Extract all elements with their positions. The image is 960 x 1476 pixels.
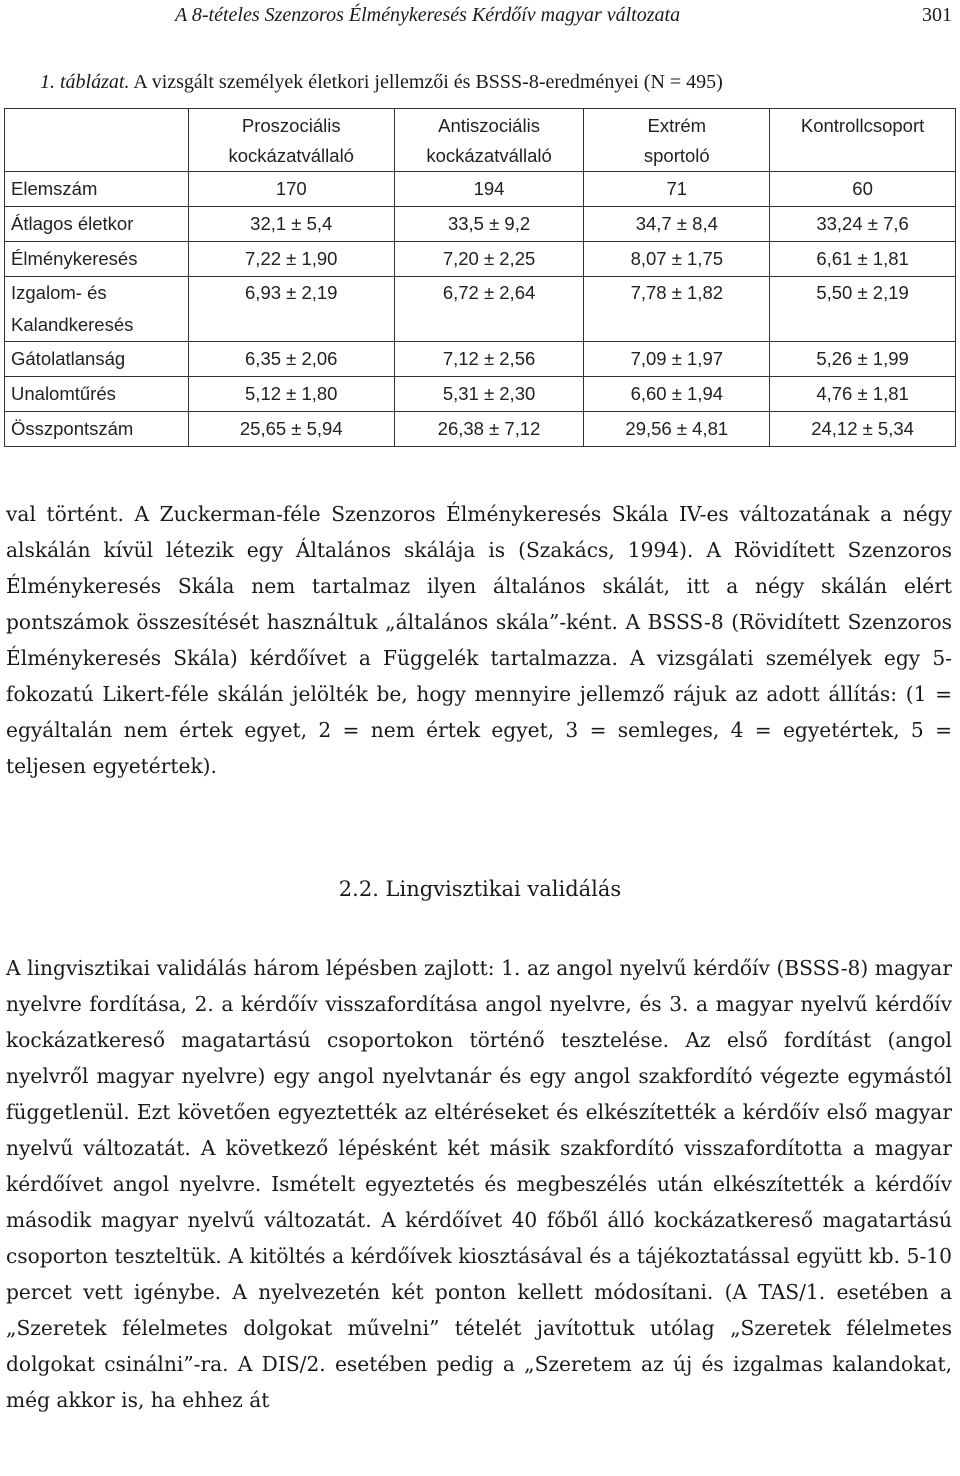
row-label: Unalomtűrés (5, 377, 189, 412)
row-label: Gátolatlanság (5, 342, 189, 377)
table-cell: 6,72 ± 2,64 (394, 277, 584, 342)
table-cell: 7,12 ± 2,56 (394, 342, 584, 377)
table-cell: 6,35 ± 2,06 (188, 342, 394, 377)
table-row (5, 377, 956, 412)
row-label-line: Izgalom- és (11, 282, 107, 303)
table-cell: 7,20 ± 2,25 (394, 242, 584, 277)
table-cell: 29,56 ± 4,81 (584, 412, 770, 447)
table-cell: 170 (188, 172, 394, 207)
table-cell: 194 (394, 172, 584, 207)
table-row (5, 412, 956, 447)
running-head (0, 4, 952, 32)
table-cell: 5,12 ± 1,80 (188, 377, 394, 412)
body-paragraph: A lingvisztikai validálás három lépésben zajlott: 1. az angol nyelvű kérdőív (BSSS-8) magyar nyelvre fordítása, 2. a kérdőív visszafordítása angol nyelvre, és 3. a magyar nyelvű kérdőív kockázatkereső magatartású csoportokon történő tesztelése. Az első fordítást (angol nyelvről magyar nyelvre) egy angol nyelvtanár és egy angol szakfordító végezte egymástól függetlenül. Ezt követően egyeztették az eltéréseket és elkészítették a kérdőív első magyar nyelvű változatát. A következő lépésként két másik szakfordító visszafordította a magyar kérdőívet angol nyelvre. Ismételt egyeztetés és megbeszélés után elkészítették a kérdőív második magyar nyelvű változatát. A kérdőívet 40 főből álló kockázatkereső magatartású csoporton teszteltük. A kitöltés a kérdőívek kiosztásával és a tájékoztatással együtt kb. 5-10 percet vett igénybe. A nyelvezetén két ponton kellett módosítani. (A TAS/1. esetében a „Szeretek félelmetes dolgokat művelni” tételét javítottuk utólag „Szeretek félelmetes dolgokat csinálni”-ra. A DIS/2. esetében pedig a „Szeretem az új és izgalmas kalandokat, még akkor is, ha ehhez át (6, 956, 952, 1412)
column-header-line: Kontrollcsoport (800, 115, 925, 136)
table-cell: 60 (770, 172, 956, 207)
table-cell: 7,78 ± 1,82 (584, 277, 770, 342)
table-cell: 5,26 ± 1,99 (770, 342, 956, 377)
column-header-line: kockázatvállaló (228, 145, 354, 166)
table-cell: 6,61 ± 1,81 (770, 242, 956, 277)
table-cell: 8,07 ± 1,75 (584, 242, 770, 277)
column-header-line: Extrém (647, 115, 707, 136)
table-header-row (5, 109, 956, 172)
column-header (394, 109, 584, 172)
table-cell: 25,65 ± 5,94 (188, 412, 394, 447)
row-label (5, 277, 189, 342)
table-cell: 24,12 ± 5,34 (770, 412, 956, 447)
table-cell: 34,7 ± 8,4 (584, 207, 770, 242)
column-header-line: Antiszociális (438, 115, 540, 136)
header-empty-cell (5, 109, 189, 172)
row-label: Összpontszám (5, 412, 189, 447)
column-header (770, 109, 956, 172)
table-cell: 32,1 ± 5,4 (188, 207, 394, 242)
row-label-line: Kalandkeresés (11, 314, 134, 335)
table-cell: 26,38 ± 7,12 (394, 412, 584, 447)
row-label: Átlagos életkor (5, 207, 189, 242)
table-caption-text: A vizsgált személyek életkori jellemzői és BSSS-8-eredményei (N = 495) (133, 71, 723, 93)
section-heading: 2.2. Lingvisztikai validálás (338, 877, 622, 901)
table-row (5, 277, 956, 342)
results-table (4, 108, 956, 447)
table-cell: 5,50 ± 2,19 (770, 277, 956, 342)
column-header (188, 109, 394, 172)
column-header-line: Proszociális (241, 115, 341, 136)
row-label: Elemszám (5, 172, 189, 207)
body-paragraph: val történt. A Zuckerman-féle Szenzoros Élménykeresés Skála IV-es változatának a négy alskálán kívül létezik egy Általános skálája is (Szakács, 1994). A Rövidített Szenzoros Élménykeresés Skála nem tartalmaz ilyen általános skálát, itt a négy skálán elért pontszámok összesítését használtuk „általános skála”-ként. A BSSS-8 (Rövidített Szenzoros Élménykeresés Skála) kérdőívet a Függelék tartalmazza. A vizsgálati személyek egy 5-fokozatú Likert-féle skálán jelölték be, hogy mennyire jellemző rájuk az adott állítás: (1 = egyáltalán nem értek egyet, 2 = nem értek egyet, 3 = semleges, 4 = egyetértek, 5 = teljesen egyetértek). (6, 502, 952, 778)
column-header-line: sportoló (643, 145, 710, 166)
table-label: 1. táblázat. (40, 71, 130, 93)
table-cell: 7,09 ± 1,97 (584, 342, 770, 377)
table-row (5, 342, 956, 377)
table-cell: 33,5 ± 9,2 (394, 207, 584, 242)
table-cell: 33,24 ± 7,6 (770, 207, 956, 242)
table-cell: 5,31 ± 2,30 (394, 377, 584, 412)
table-cell: 6,93 ± 2,19 (188, 277, 394, 342)
column-header (584, 109, 770, 172)
table-cell: 7,22 ± 1,90 (188, 242, 394, 277)
table-row (5, 172, 956, 207)
page-number: 301 (922, 4, 952, 26)
table-cell: 6,60 ± 1,94 (584, 377, 770, 412)
table-cell: 4,76 ± 1,81 (770, 377, 956, 412)
table-cell: 71 (584, 172, 770, 207)
row-label: Élménykeresés (5, 242, 189, 277)
table-row (5, 242, 956, 277)
column-header-line: kockázatvállaló (426, 145, 552, 166)
running-head-title: A 8-tételes Szenzoros Élménykeresés Kérdőív magyar változata (175, 4, 681, 26)
table-caption (40, 71, 723, 94)
table-row (5, 207, 956, 242)
